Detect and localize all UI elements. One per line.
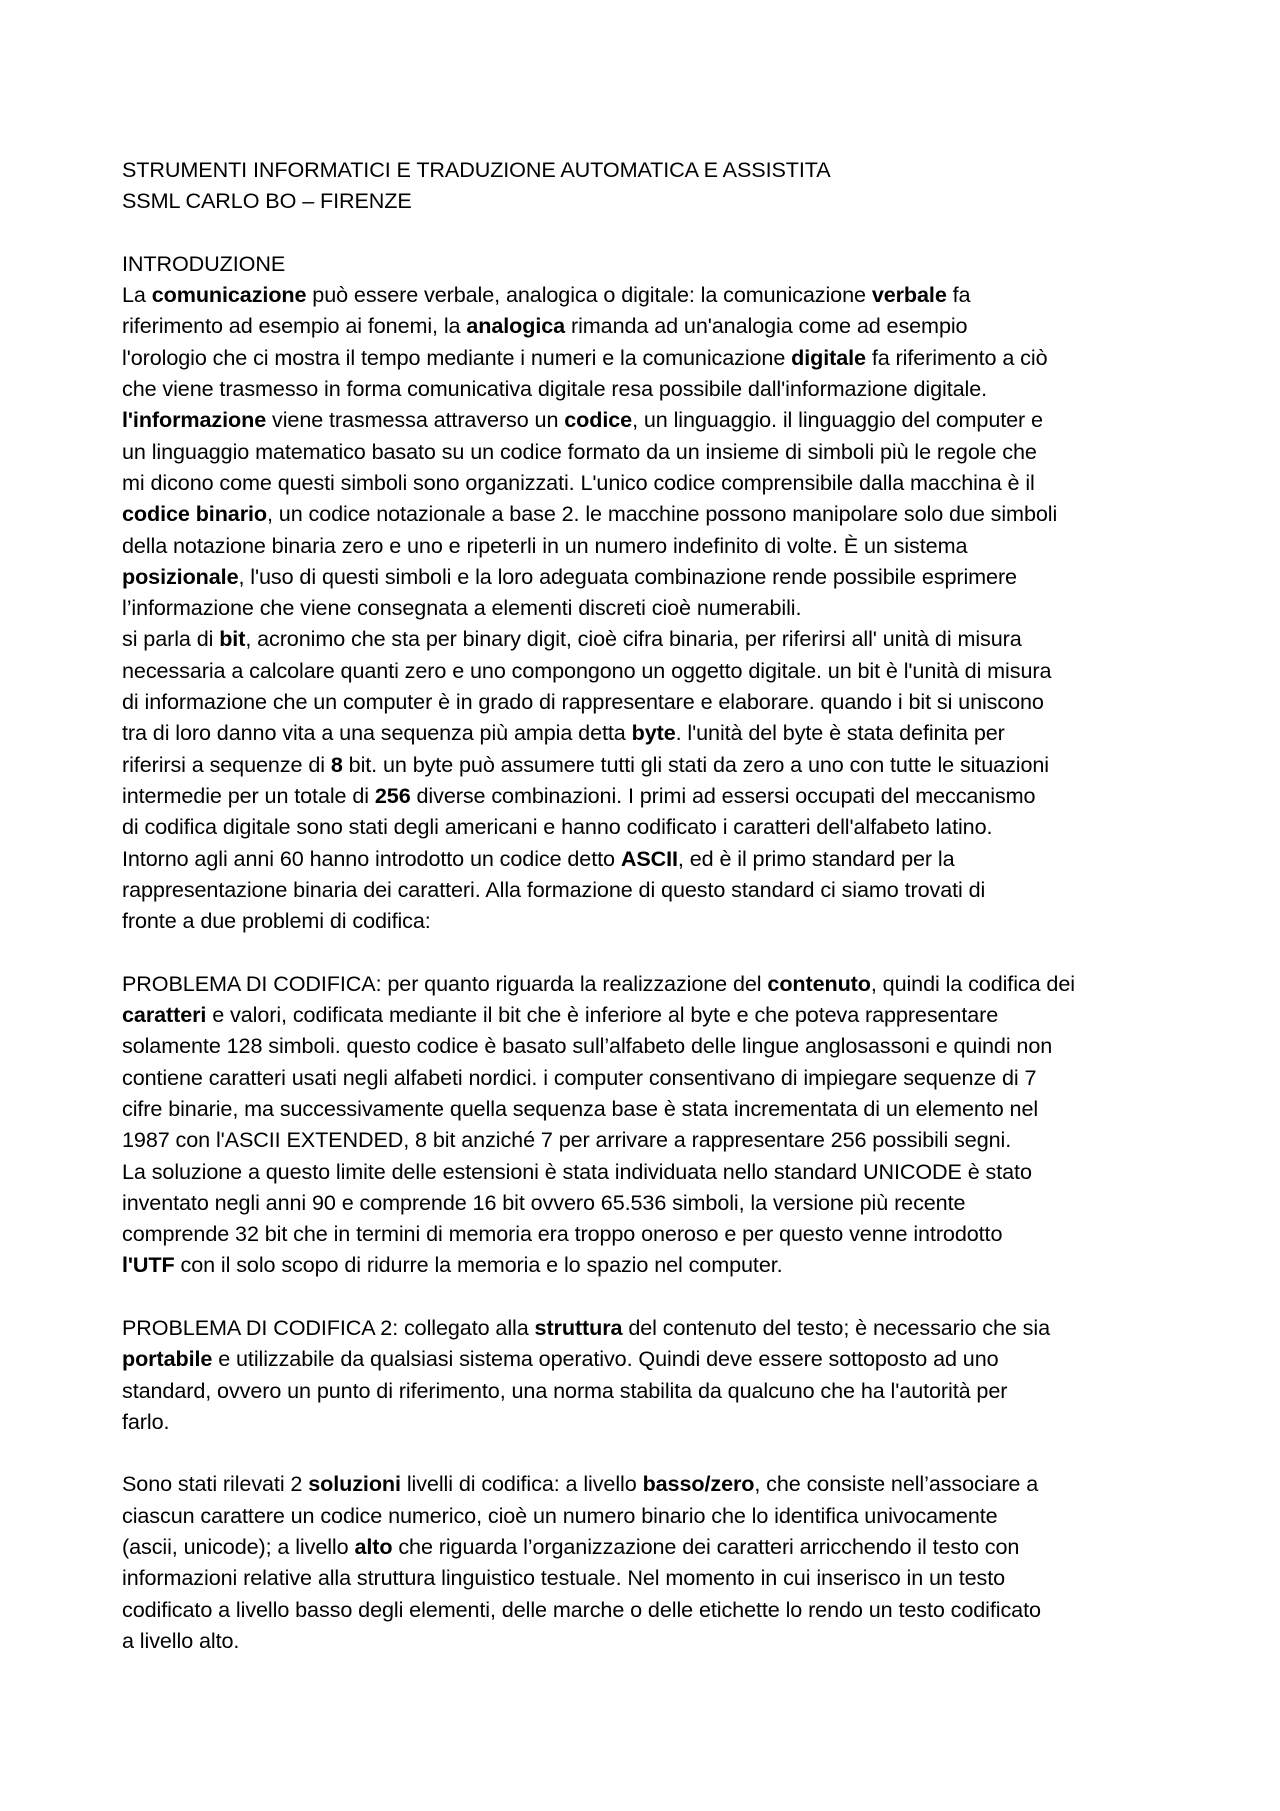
text-line: [122, 623, 1170, 654]
text-line: [122, 1124, 1170, 1155]
text-run: della notazione binaria zero e uno e ripeterli in un numero indefinito di volte. È un sistema: [122, 532, 968, 558]
text-run: contiene caratteri usati negli alfabeti nordici. i computer consentivano di impiegare sequenze di 7: [122, 1064, 1037, 1090]
text-line: [122, 404, 1170, 435]
text-line: [122, 436, 1170, 467]
text-run: l’informazione che viene consegnata a elementi discreti cioè numerabili.: [122, 595, 802, 621]
text-line: [122, 999, 1170, 1030]
bold-term: alto: [354, 1534, 393, 1560]
text-run: Intorno agli anni 60 hanno introdotto un codice detto: [122, 845, 621, 871]
bold-term: byte: [631, 720, 676, 746]
text-line: [122, 686, 1170, 717]
bold-term: struttura: [534, 1314, 623, 1340]
text-run: bit. un byte può assumere tutti gli stati da zero a uno con tutte le situazioni: [342, 751, 1049, 777]
section-heading: INTRODUZIONE: [122, 250, 286, 276]
text-run: necessaria a calcolare quanti zero e uno compongono un oggetto digitale. un bit è l'unità di misura: [122, 657, 1052, 683]
text-line: [122, 655, 1170, 686]
bold-term: bit: [219, 626, 246, 652]
text-line: [122, 1249, 1170, 1280]
text-run: rimanda ad un'analogia come ad esempio: [565, 313, 968, 339]
text-run: riferirsi a sequenze di: [122, 751, 331, 777]
text-run: codificato a livello basso degli elementi, delle marche o delle etichette lo rendo un testo codificato: [122, 1596, 1041, 1622]
paragraph-spacer: [122, 1437, 1170, 1468]
text-run: informazioni relative alla struttura linguistico testuale. Nel momento in cui inserisco in un testo: [122, 1565, 1006, 1591]
section-problema-2: [122, 1312, 1170, 1437]
text-line: [122, 1312, 1170, 1343]
text-run: intermedie per un totale di: [122, 782, 375, 808]
section-problema-1: [122, 968, 1170, 1281]
bold-term: comunicazione: [151, 282, 307, 308]
text-line: [122, 310, 1170, 341]
text-run: con il solo scopo di ridurre la memoria e lo spazio nel computer.: [174, 1252, 783, 1278]
text-run: di informazione che un computer è in grado di rappresentare e elaborare. quando i bit si uniscono: [122, 689, 1044, 715]
bold-term: ASCII: [620, 845, 678, 871]
text-line: [122, 279, 1170, 310]
text-line: [122, 749, 1170, 780]
text-line: [122, 530, 1170, 561]
text-run: del contenuto del testo; è necessario che sia: [622, 1314, 1050, 1340]
bold-term: 256: [374, 782, 411, 808]
text-run: e valori, codificata mediante il bit che è inferiore al byte e che poteva rappresentare: [206, 1002, 999, 1028]
text-line: [122, 1468, 1170, 1499]
text-run: di codifica digitale sono stati degli americani e hanno codificato i caratteri dell'alfabeto latino.: [122, 814, 993, 840]
text-line: [122, 717, 1170, 748]
text-run: , ed è il primo standard per la: [677, 845, 955, 871]
document-title: STRUMENTI INFORMATICI E TRADUZIONE AUTOMATICA E ASSISTITA: [122, 157, 831, 182]
section-soluzioni: [122, 1468, 1170, 1656]
text-line: [122, 968, 1170, 999]
text-line: [122, 1594, 1170, 1625]
text-run: , quindi la codifica dei: [870, 970, 1075, 996]
document-body: [122, 154, 1170, 1656]
text-line: [122, 467, 1170, 498]
text-run: che riguarda l’organizzazione dei caratteri arricchendo il testo con: [392, 1534, 1020, 1560]
text-line: [122, 1093, 1170, 1124]
bold-term: basso/zero: [642, 1471, 755, 1497]
text-run: un linguaggio matematico basato su un codice formato da un insieme di simboli più le regole che: [122, 438, 1037, 464]
paragraph-spacer: [122, 936, 1170, 967]
text-run: , un codice notazionale a base 2. le macchine possono manipolare solo due simboli: [267, 501, 1058, 527]
text-run: . l'unità del byte è stata definita per: [675, 720, 1005, 746]
text-line: [122, 1406, 1170, 1437]
text-line: [122, 843, 1170, 874]
text-run: PROBLEMA DI CODIFICA 2: collegato alla: [122, 1314, 535, 1340]
text-run: fronte a due problemi di codifica:: [122, 908, 431, 934]
text-line: [122, 498, 1170, 529]
text-line: [122, 1562, 1170, 1593]
text-line: [122, 811, 1170, 842]
text-run: livelli di codifica: a livello: [400, 1471, 643, 1497]
bold-term: digitale: [791, 344, 866, 370]
text-line: [122, 1375, 1170, 1406]
text-run: inventato negli anni 90 e comprende 16 bit ovvero 65.536 simboli, la versione più recente: [122, 1189, 966, 1215]
text-run: farlo.: [122, 1408, 170, 1434]
text-run: ciascun carattere un codice numerico, cioè un numero binario che lo identifica univocamente: [122, 1502, 998, 1528]
paragraph-spacer: [122, 1281, 1170, 1312]
text-run: riferimento ad esempio ai fonemi, la: [122, 313, 467, 339]
bold-term: analogica: [466, 313, 566, 339]
text-run: , che consiste nell’associare a: [754, 1471, 1039, 1497]
bold-term: verbale: [871, 282, 947, 308]
text-run: PROBLEMA DI CODIFICA: per quanto riguarda la realizzazione del: [122, 970, 768, 996]
text-line: [122, 1343, 1170, 1374]
bold-term: portabile: [122, 1346, 213, 1372]
bold-term: l'informazione: [122, 407, 267, 433]
text-run: La: [122, 282, 152, 308]
bold-term: codice: [564, 407, 633, 433]
text-line: [122, 905, 1170, 936]
text-run: e utilizzabile da qualsiasi sistema operativo. Quindi deve essere sottoposto ad uno: [212, 1346, 999, 1372]
text-run: che viene trasmesso in forma comunicativa digitale resa possibile dall'informazione digitale.: [122, 376, 988, 402]
paragraph-spacer: [122, 217, 1170, 248]
text-run: La soluzione a questo limite delle estensioni è stata individuata nello standard UNICODE è stato: [122, 1158, 1032, 1184]
text-run: tra di loro danno vita a una sequenza più ampia detta: [122, 720, 632, 746]
text-run: l'orologio che ci mostra il tempo mediante i numeri e la comunicazione: [122, 344, 792, 370]
text-run: , un linguaggio. il linguaggio del computer e: [632, 407, 1043, 433]
bold-term: caratteri: [122, 1002, 207, 1028]
text-run: fa: [946, 282, 971, 308]
text-run: viene trasmessa attraverso un: [266, 407, 565, 433]
text-line: [122, 874, 1170, 905]
text-run: fa riferimento a ciò: [865, 344, 1048, 370]
text-run: , l'uso di questi simboli e la loro adeguata combinazione rende possibile esprimere: [238, 563, 1017, 589]
text-run: , acronimo che sta per binary digit, cioè cifra binaria, per riferirsi all' unità di misura: [245, 626, 1022, 652]
document-subtitle: SSML CARLO BO – FIRENZE: [122, 188, 412, 214]
text-line: [122, 1531, 1170, 1562]
text-line: [122, 592, 1170, 623]
bold-term: posizionale: [122, 563, 239, 589]
text-line: [122, 1625, 1170, 1656]
text-line: [122, 1500, 1170, 1531]
section-intro: [122, 279, 1170, 936]
text-run: diverse combinazioni. I primi ad essersi occupati del meccanismo: [410, 782, 1036, 808]
text-run: a livello alto.: [122, 1627, 240, 1653]
text-line: [122, 373, 1170, 404]
bold-term: codice binario: [122, 501, 267, 527]
text-run: comprende 32 bit che in termini di memoria era troppo oneroso e per questo venne introdotto: [122, 1221, 1003, 1247]
text-run: Sono stati rilevati 2: [122, 1471, 309, 1497]
bold-term: soluzioni: [308, 1471, 401, 1497]
text-run: rappresentazione binaria dei caratteri. Alla formazione di questo standard ci siamo trovati di: [122, 876, 986, 902]
bold-term: contenuto: [767, 970, 871, 996]
text-run: standard, ovvero un punto di riferimento, una norma stabilita da qualcuno che ha l'autorità per: [122, 1377, 1008, 1403]
text-line: [122, 1030, 1170, 1061]
text-run: può essere verbale, analogica o digitale: la comunicazione: [306, 282, 872, 308]
text-run: si parla di: [122, 626, 220, 652]
text-run: cifre binarie, ma successivamente quella sequenza base è stata incrementata di un elemento nel: [122, 1095, 1039, 1121]
bold-term: 8: [330, 751, 343, 777]
text-run: (ascii, unicode); a livello: [122, 1534, 355, 1560]
text-run: solamente 128 simboli. questo codice è basato sull’alfabeto delle lingue anglosassoni e quindi non: [122, 1033, 1053, 1059]
text-line: [122, 1187, 1170, 1218]
bold-term: l'UTF: [122, 1252, 175, 1278]
text-run: 1987 con l'ASCII EXTENDED, 8 bit anziché 7 per arrivare a rappresentare 256 possibili segni.: [122, 1127, 1012, 1153]
text-line: [122, 561, 1170, 592]
text-line: [122, 780, 1170, 811]
text-run: mi dicono come questi simboli sono organizzati. L'unico codice comprensibile dalla macchina è il: [122, 469, 1035, 495]
text-line: [122, 1218, 1170, 1249]
text-line: [122, 1156, 1170, 1187]
document-sections: [122, 279, 1170, 1656]
text-line: [122, 1062, 1170, 1093]
text-line: [122, 342, 1170, 373]
